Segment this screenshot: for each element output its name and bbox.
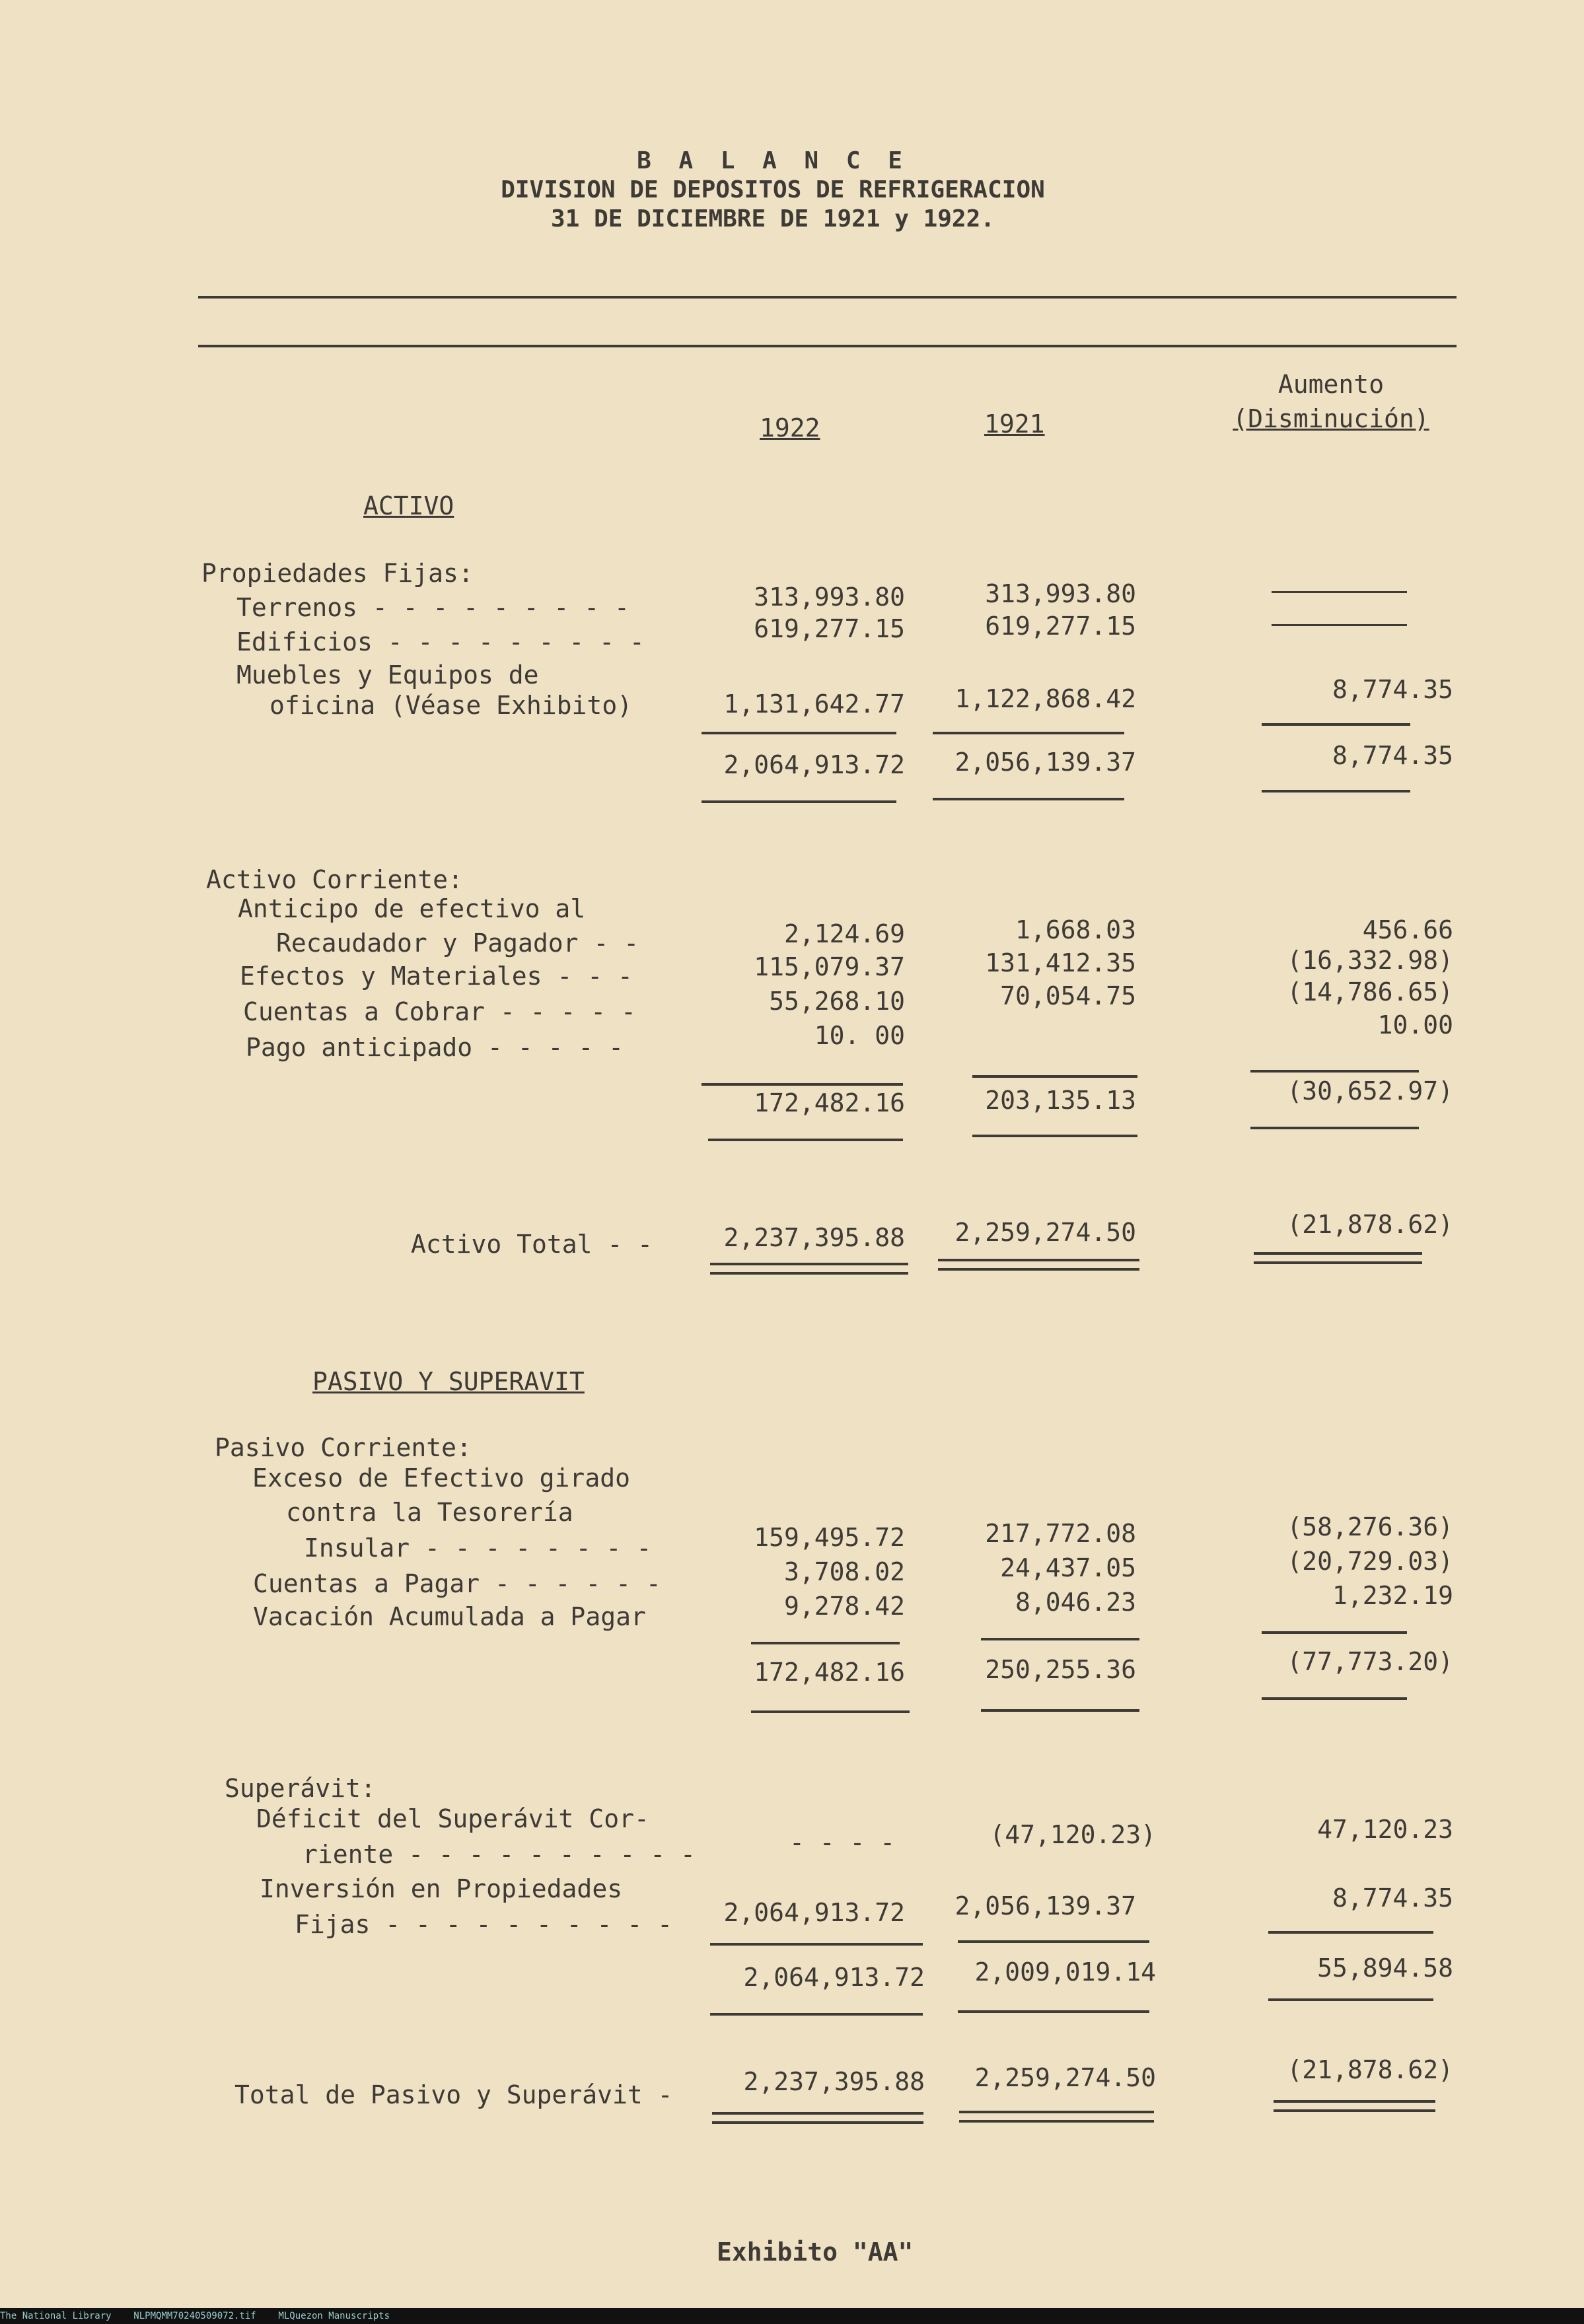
row-label-cont: Fijas - - - - - - - - - - [295,1910,672,1939]
row-label: Inversión en Propiedades [260,1874,623,1903]
double-rule [1254,1261,1422,1264]
scan-info-bar: The National Library NLPMQMM70240509072.tif MLQuezon Manuscripts [0,2308,1584,2324]
value-1921: 2,056,139.37 [954,1891,1136,1920]
activo-total-1922: 2,237,395.88 [723,1223,905,1252]
value-change: 456.66 [1362,915,1453,944]
value-change: 47,120.23 [1317,1815,1453,1844]
subtotal-rule [1268,1931,1433,1934]
header-rule-bottom [198,345,1457,347]
pasivo-total-1921: 2,259,274.50 [974,2063,1156,2092]
double-rule [1274,2100,1435,2103]
pasivo-total-label: Total de Pasivo y Superávit - [234,2080,673,2109]
value-1921: (47,120.23) [990,1820,1156,1849]
double-rule [938,1268,1139,1271]
total-rule [1268,1998,1433,2001]
total-rule [708,1139,903,1141]
value-1922: 55,268.10 [769,987,905,1016]
pasivo-total-1922: 2,237,395.88 [743,2067,925,2096]
subtotal-1921: 203,135.13 [985,1086,1136,1115]
col-1922-heading: 1922 [760,413,820,442]
row-label-cont: Recaudador y Pagador - - [276,929,639,958]
subtotal-1922: 2,064,913.72 [743,1963,925,1992]
value-change: (16,332.98) [1287,946,1453,975]
double-rule [959,2120,1154,2123]
value-change: 10.00 [1377,1010,1453,1039]
value-change: 8,774.35 [1332,675,1453,704]
value-1921: 24,437.05 [1000,1553,1136,1582]
value-change: 1,232.19 [1332,1581,1453,1610]
header-rule-top [198,296,1457,299]
total-rule [1250,1127,1419,1129]
pasivo-title: PASIVO Y SUPERAVIT [312,1367,585,1396]
double-rule [1274,2109,1435,2112]
total-rule [1262,790,1410,792]
row-label: Vacación Acumulada a Pagar [253,1602,646,1631]
subtotal-rule [710,1943,923,1946]
superavit-heading: Superávit: [225,1774,376,1803]
activo-total-change: (21,878.62) [1287,1210,1453,1239]
double-rule [1254,1252,1422,1255]
row-label: Déficit del Superávit Cor- [256,1804,649,1833]
value-1921: 1,122,868.42 [954,684,1136,713]
pasivo-corriente-heading: Pasivo Corriente: [215,1433,472,1462]
total-rule [972,1135,1137,1137]
col-change-heading-bottom: (Disminución) [1233,404,1429,433]
value-change: (14,786.65) [1287,977,1453,1006]
col-1921-heading: 1921 [984,409,1045,439]
pasivo-total-change: (21,878.62) [1287,2055,1453,2084]
value-1921: 1,668.03 [1015,915,1136,944]
subtotal-1922: 172,482.16 [754,1658,905,1687]
total-rule [933,798,1124,800]
row-label: Exceso de Efectivo girado [252,1463,630,1493]
subtotal-rule [751,1642,900,1644]
exhibit-label: Exhibito "AA" [717,2237,914,2267]
subtotal-change: (77,773.20) [1287,1647,1453,1676]
subtotal-1921: 2,056,139.37 [954,748,1136,777]
double-rule [710,1263,908,1265]
double-rule [938,1259,1139,1261]
subtotal-1921: 250,255.36 [985,1655,1136,1684]
subtotal-rule [958,1940,1149,1943]
total-rule [1262,1697,1407,1700]
value-1922: 619,277.15 [754,614,905,643]
subtotal-1922: 2,064,913.72 [723,750,905,779]
row-label: Muebles y Equipos de [236,660,539,689]
no-change-dash [1272,624,1407,626]
activo-title: ACTIVO [363,491,454,520]
total-rule [958,2010,1149,2013]
value-1922: 159,495.72 [754,1523,905,1552]
subtotal-rule [933,732,1124,734]
document-subtitle: DIVISION DE DEPOSITOS DE REFRIGERACION [501,176,1045,203]
document-date: 31 DE DICIEMBRE DE 1921 y 1922. [551,205,995,232]
value-change: (58,276.36) [1287,1512,1453,1541]
subtotal-change: 55,894.58 [1317,1954,1453,1983]
no-change-dash [1272,591,1407,593]
value-1921: 70,054.75 [1000,981,1136,1010]
row-label: Pago anticipado - - - - - [246,1033,624,1062]
row-label: Cuentas a Cobrar - - - - - [243,997,636,1026]
value-1922: 1,131,642.77 [723,689,905,719]
value-change: (20,729.03) [1287,1547,1453,1576]
subtotal-rule [1262,723,1410,726]
value-1922: 313,993.80 [754,582,905,612]
subtotal-rule [1262,1631,1407,1634]
row-label-cont: contra la Tesorería [286,1498,573,1527]
value-1922: 9,278.42 [783,1592,905,1621]
total-rule [702,800,896,803]
subtotal-rule [981,1638,1139,1640]
subtotal-1922: 172,482.16 [754,1088,905,1117]
row-label-cont: oficina (Véase Exhibito) [270,691,633,720]
subtotal-1921: 2,009,019.14 [974,1957,1156,1987]
subtotal-change: (30,652.97) [1287,1076,1453,1106]
row-label-cont: Insular - - - - - - - - [304,1533,652,1563]
subtotal-rule [1250,1070,1419,1073]
subtotal-rule [702,1083,903,1086]
activo-corriente-heading: Activo Corriente: [206,865,463,894]
total-rule [751,1710,910,1713]
row-label: Efectos y Materiales - - - [240,962,633,991]
double-rule [712,2112,923,2115]
value-1922: 3,708.02 [783,1557,905,1586]
row-label-cont: riente - - - - - - - - - - [303,1840,696,1869]
row-label: Anticipo de efectivo al [238,894,586,923]
value-1922: 2,064,913.72 [723,1898,905,1927]
subtotal-rule [702,732,896,734]
value-change: 8,774.35 [1332,1884,1453,1913]
subtotal-rule [972,1075,1137,1078]
value-1922: 10. 00 [814,1021,905,1050]
fijas-heading: Propiedades Fijas: [201,559,474,588]
value-1922: 115,079.37 [754,952,905,981]
row-label: Edificios - - - - - - - - - [236,627,645,656]
value-1921: 313,993.80 [985,579,1136,608]
double-rule [959,2111,1154,2113]
col-change-heading-top: Aumento [1278,370,1385,399]
row-label: Cuentas a Pagar - - - - - - [253,1569,661,1598]
total-rule [710,2013,923,2016]
value-1921: 619,277.15 [985,612,1136,641]
activo-total-label: Activo Total - - [411,1230,653,1259]
double-rule [710,1272,908,1275]
document-title: B A L A N C E [637,147,909,174]
subtotal-change: 8,774.35 [1332,741,1453,770]
activo-total-1921: 2,259,274.50 [954,1218,1136,1247]
value-1922-empty: - - - - [789,1828,896,1857]
total-rule [981,1709,1139,1712]
row-label: Terrenos - - - - - - - - - [236,593,630,622]
value-1921: 8,046.23 [1015,1588,1136,1617]
value-1922: 2,124.69 [783,919,905,948]
value-1921: 217,772.08 [985,1519,1136,1548]
value-1921: 131,412.35 [985,948,1136,977]
double-rule [712,2121,923,2124]
